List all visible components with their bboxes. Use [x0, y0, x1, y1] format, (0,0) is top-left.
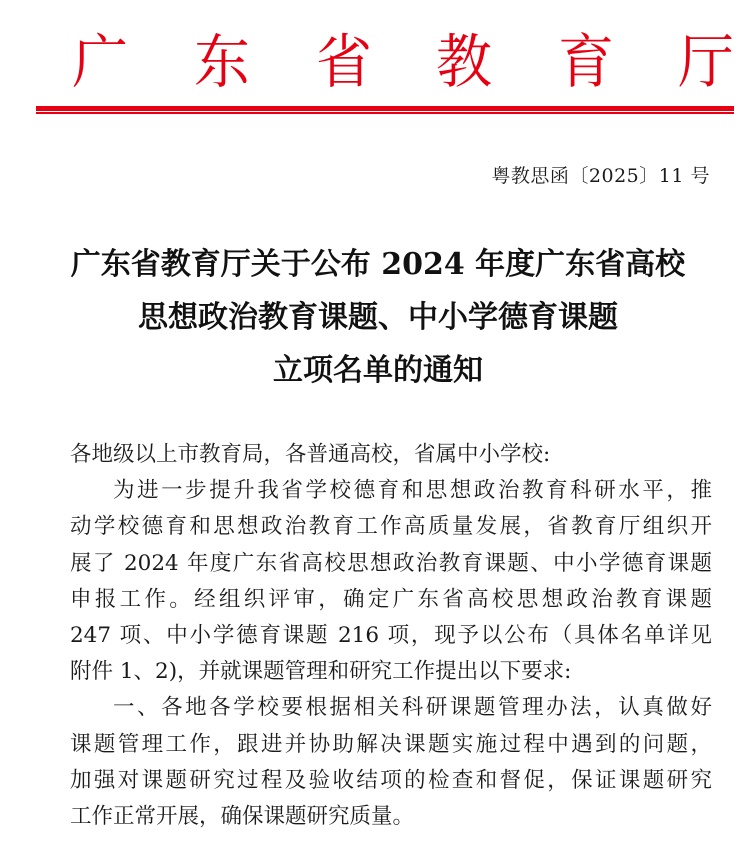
paragraph-line: 为进一步提升我省学校德育和思想政治教育科研水平，推 [113, 478, 712, 504]
masthead-char: 广 [72, 28, 128, 97]
paragraph-line: 附件 1、2)，并就课题管理和研究工作提出以下要求: [70, 659, 572, 685]
document-body [70, 437, 712, 835]
red-divider-thick [36, 106, 734, 111]
document-title [40, 238, 716, 397]
red-divider-thin [36, 112, 734, 114]
paragraph-line: 工作正常开展，确保课题研究质量。 [70, 803, 415, 829]
masthead-char: 育 [558, 28, 614, 97]
masthead-char: 东 [194, 28, 250, 97]
paragraph-line: 展了 2024 年度广东省高校思想政治教育课题、中小学德育课题 [70, 550, 712, 576]
paragraph-line: 申报工作。经组织评审，确定广东省高校思想政治教育课题 [70, 586, 712, 612]
document-number: 粤教思函〔2025〕11 号 [491, 165, 710, 187]
paragraph-line: 加强对课题研究过程及验收结项的检查和督促，保证课题研究 [70, 767, 712, 793]
masthead-char: 教 [436, 28, 492, 97]
masthead-char: 厅 [678, 28, 734, 97]
title-line: 立项名单的通知 [273, 353, 483, 388]
title-line: 思想政治教育课题、中小学德育课题 [138, 300, 618, 335]
paragraph-line: 一、各地各学校要根据相关科研课题管理办法，认真做好 [113, 695, 712, 721]
paragraph-line: 课题管理工作，跟进并协助解决课题实施过程中遇到的问题， [70, 731, 712, 757]
masthead-char: 省 [316, 28, 372, 97]
salutation: 各地级以上市教育局，各普通高校，省属中小学校: [70, 442, 551, 467]
title-line: 广东省教育厅关于公布 2024 年度广东省高校 [70, 247, 686, 282]
paragraph-line: 247 项、中小学德育课题 216 项，现予以公布（具体名单详见 [70, 622, 712, 648]
paragraph-line: 动学校德育和思想政治教育工作高质量发展，省教育厅组织开 [70, 514, 712, 540]
masthead [0, 30, 756, 96]
